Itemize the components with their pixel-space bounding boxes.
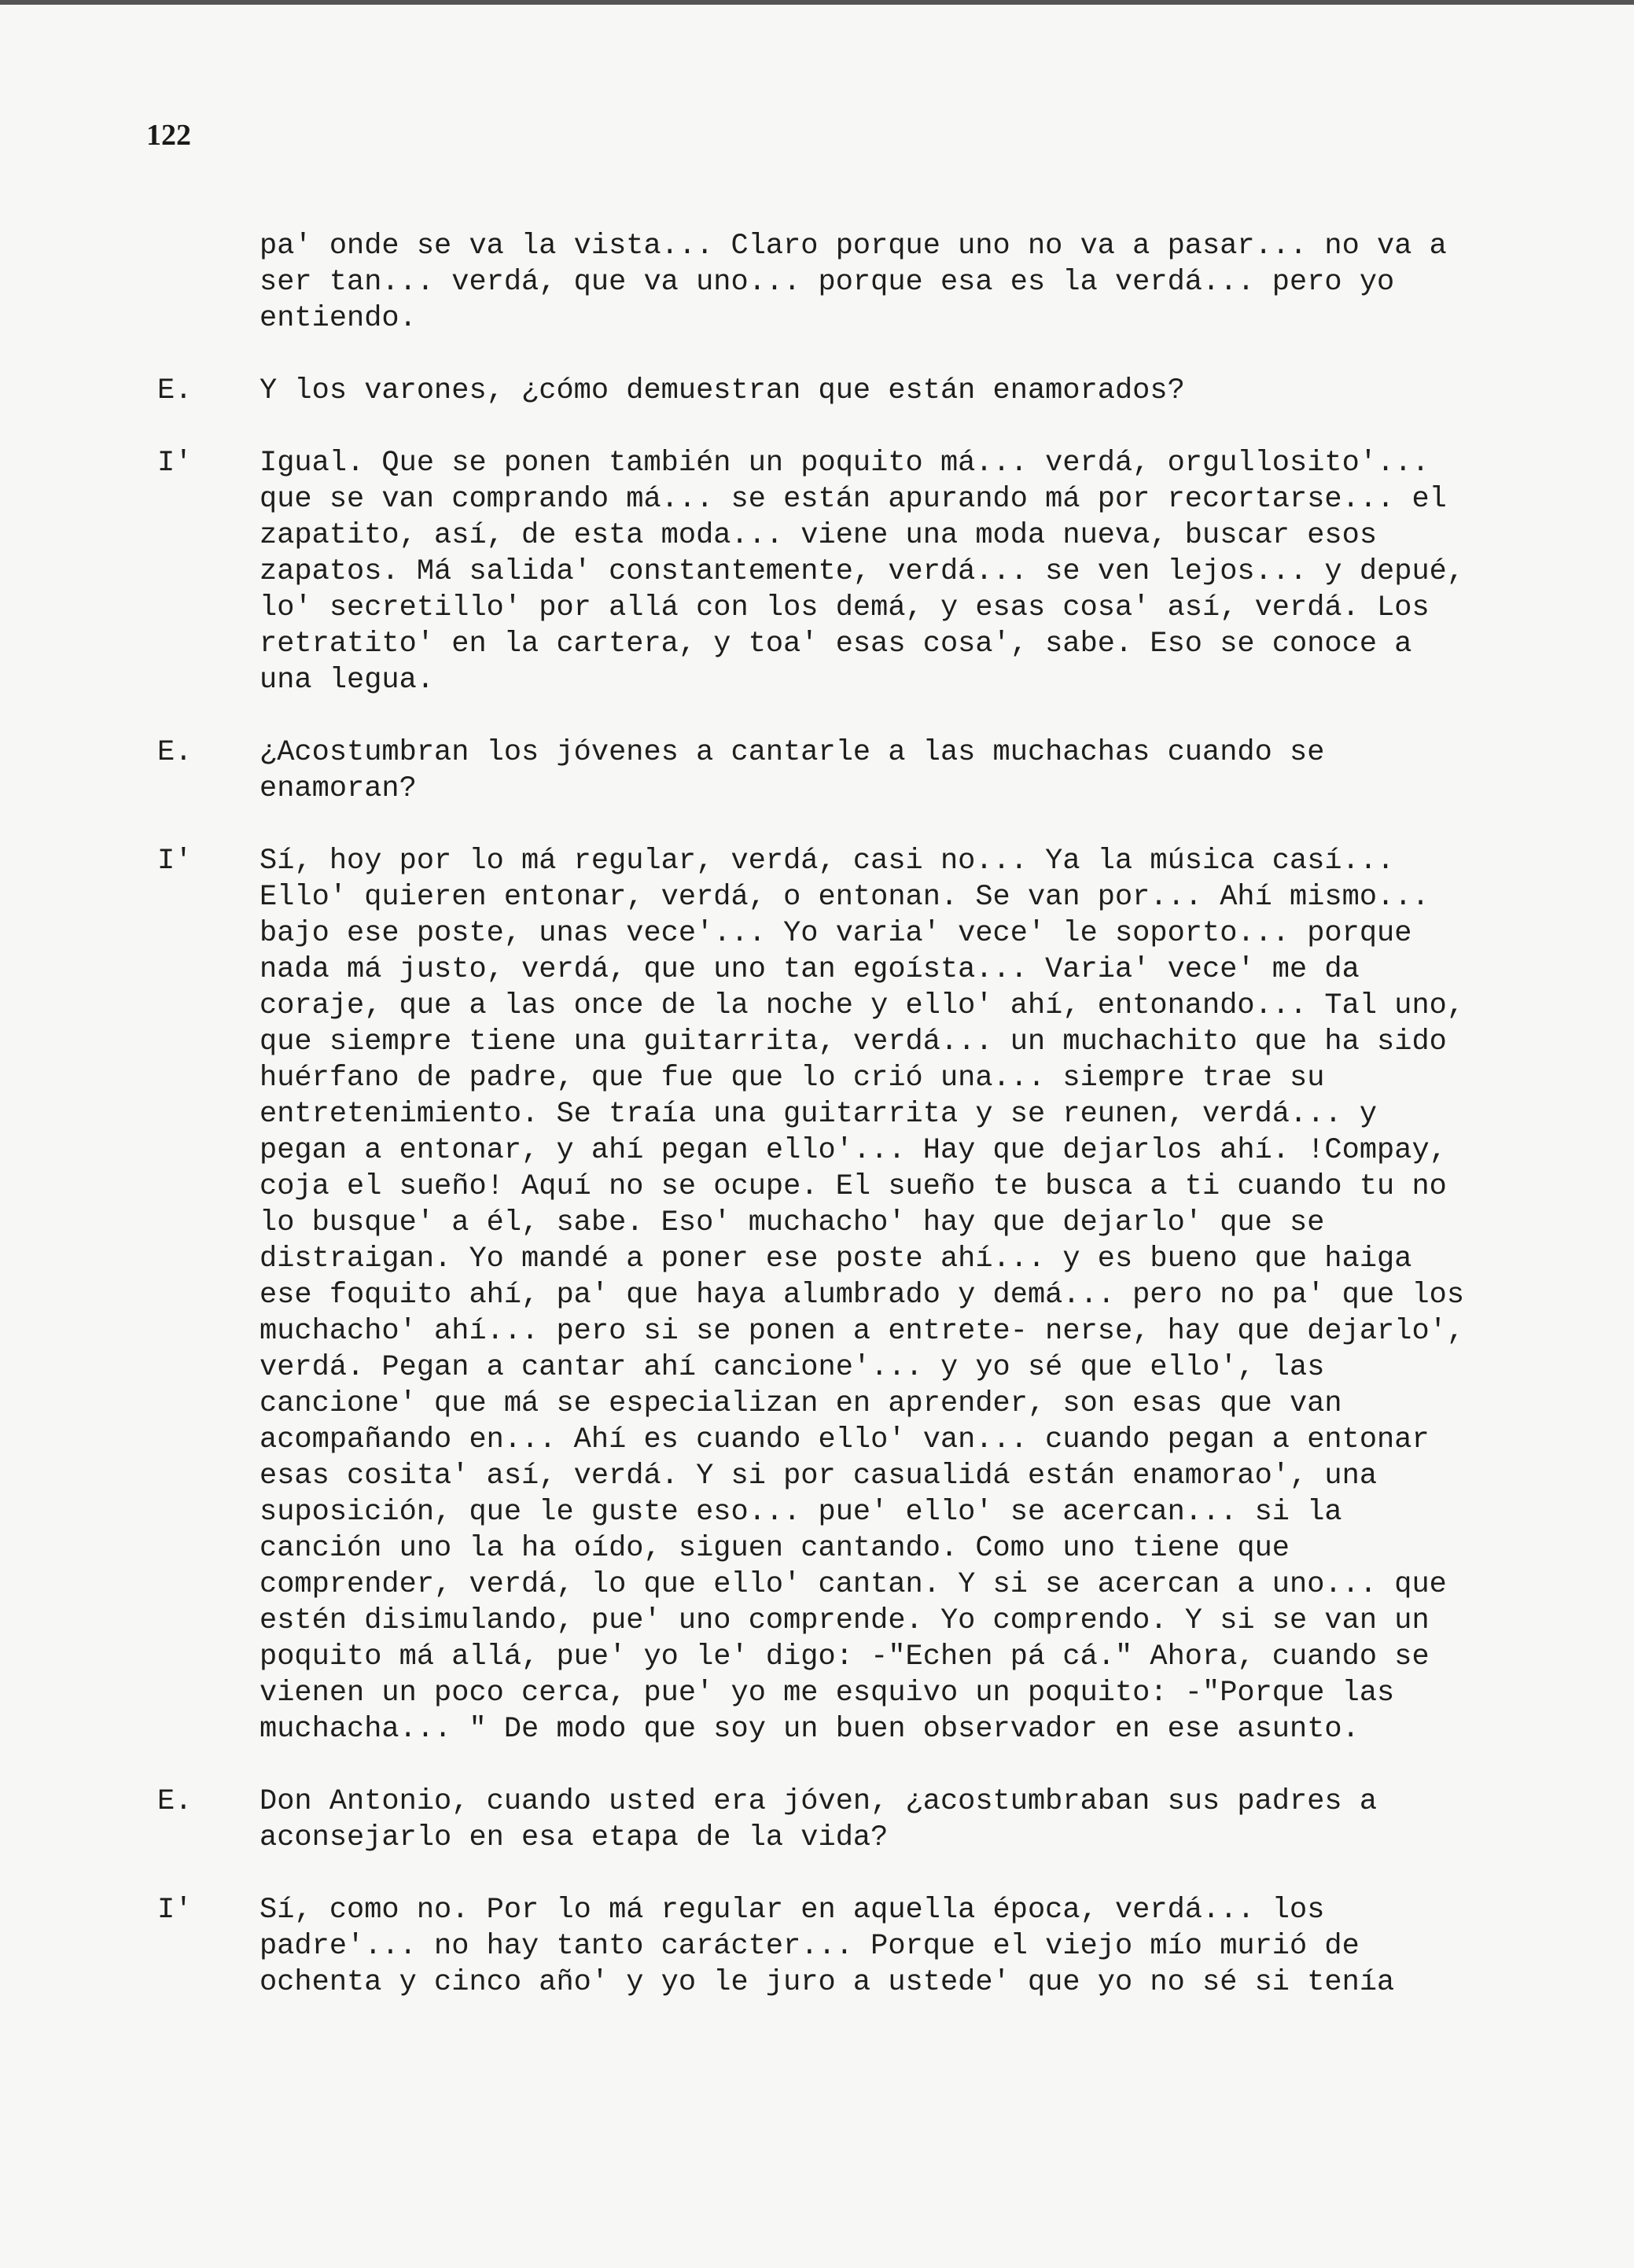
transcript-entry [157, 228, 1478, 337]
transcript-entry [157, 735, 1478, 807]
entry-text: Y los varones, ¿cómo demuestran que están enamorados? [259, 374, 1185, 407]
entry-text: Don Antonio, cuando usted era jóven, ¿acostumbraban sus padres a aconsejarlo en esa etapa de la vida? [259, 1785, 1378, 1854]
transcript-entry [157, 373, 1478, 409]
speaker-label: E. [157, 1785, 193, 1818]
transcript-entry [157, 445, 1478, 698]
transcript-body [157, 228, 1478, 2037]
speaker-label: I' [157, 447, 193, 480]
entry-text: Sí, como no. Por lo má regular en aquella época, verdá... los padre'... no hay tanto carácter... Porque el viejo mío murió de ochenta y cinco año' y yo le juro a ustede' que yo no sé si tenía [259, 1894, 1395, 1999]
transcript-entry [157, 843, 1478, 1747]
speaker-label: E. [157, 736, 193, 769]
entry-text: pa' onde se va la vista... Claro porque uno no va a pasar... no va a ser tan... verdá, que va uno... porque esa es la verdá... pero yo entiendo. [259, 230, 1447, 335]
speaker-label: E. [157, 374, 193, 407]
transcript-entry [157, 1892, 1478, 2001]
speaker-label: I' [157, 1894, 193, 1927]
entry-text: ¿Acostumbran los jóvenes a cantarle a las muchachas cuando se enamoran? [259, 736, 1325, 805]
entry-text: Sí, hoy por lo má regular, verdá, casi no... Ya la música casí... Ello' quieren entonar, verdá, o entonan. Se van por... Ahí mismo... bajo ese poste, unas vece'... Yo varia' vece' le soporto... porque nada má justo, verdá, que uno tan egoísta... Varia' vece' me da coraje, que a las once de la noche y ello' ahí, entonando... Tal uno, que siempre tiene una guitarrita, verdá... un muchachito que ha sido huérfano de padre, que fue que lo crió una... siempre trae su entretenimiento. Se traía una guitarrita y se reunen, verdá... y pegan a entonar, y ahí pegan ello'... Hay que dejarlos ahí. !Compay, coja el sueño! Aquí no se ocupe. El sueño te busca a ti cuando tu no lo busque' a él, sabe. Eso' muchacho' hay que dejarlo' que se distraigan. Yo mandé a poner ese poste ahí... y es bueno que haiga ese foquito ahí, pa' que haya alumbrado y demá... pero no pa' que los muchacho' ahí... pero si se ponen a entrete- nerse, hay que dejarlo', verdá. Pegan a cantar ahí cancione'... y yo sé que ello', las cancione' que má se especializan en aprender, son esas que van acompañando en... Ahí es cuando ello' van... cuando pegan a entonar esas cosita' así, verdá. Y si por casualidá están enamorao', una suposición, que le guste eso... pue' ello' se acercan... si la canción uno la ha oído, siguen cantando. Como uno tiene que comprender, verdá, lo que ello' cantan. Y si se acercan a uno... que estén disimulando, pue' uno comprende. Yo comprendo. Y si se van un poquito má allá, pue' yo le' digo: -"Echen pá cá." Ahora, cuando se vienen un poco cerca, pue' yo me esquivo un poquito: -"Porque las muchacha... " De modo que soy un buen observador en ese asunto. [259, 845, 1465, 1746]
page-top-edge [0, 0, 1634, 5]
page-number: 122 [146, 119, 191, 152]
entry-text: Igual. Que se ponen también un poquito má... verdá, orgullosito'... que se van comprando má... se están apurando má por recortarse... el zapatito, así, de esta moda... viene una moda nueva, buscar esos zapatos. Má salida' constantemente, verdá... se ven lejos... y depué, lo' secretillo' por allá con los demá, y esas cosa' así, verdá. Los retratito' en la cartera, y toa' esas cosa', sabe. Eso se conoce a una legua. [259, 447, 1465, 697]
speaker-label: I' [157, 845, 193, 878]
transcript-entry [157, 1784, 1478, 1856]
